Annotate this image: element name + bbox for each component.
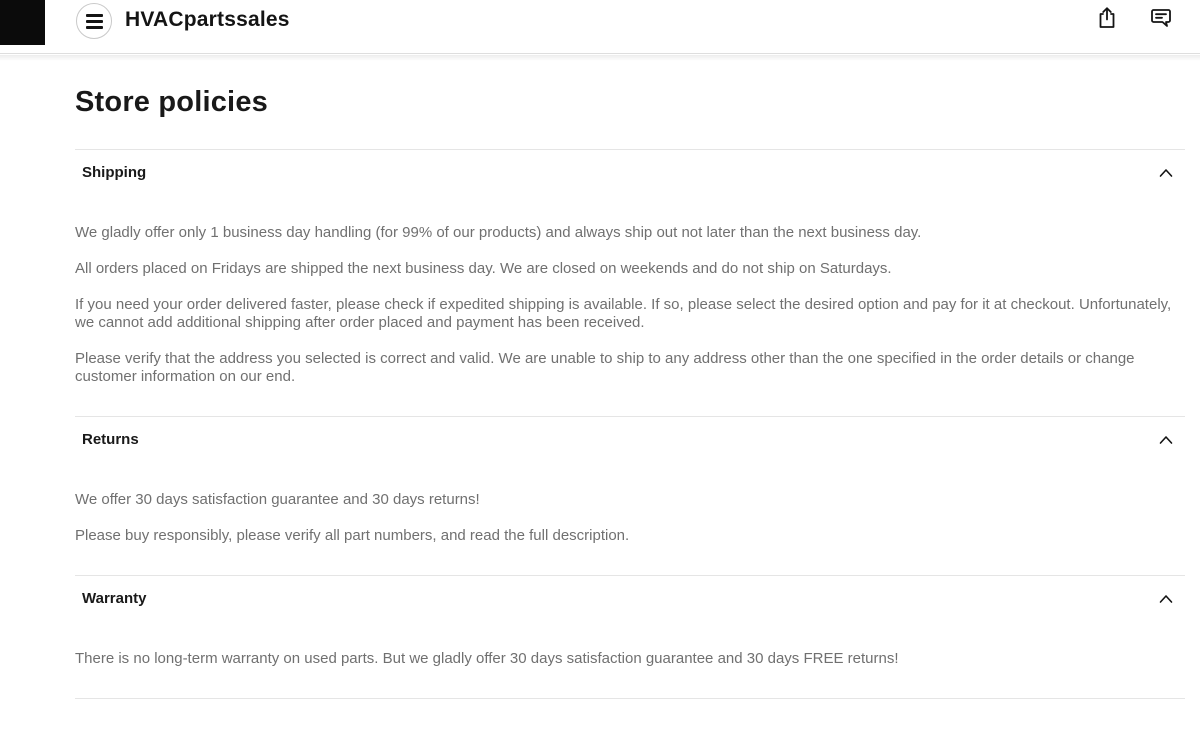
header-shadow — [0, 55, 1200, 61]
policy-paragraph: There is no long-term warranty on used parts. But we gladly offer 30 days satisfaction guarantee and 30 days FREE returns! — [75, 650, 899, 667]
section-returns — [75, 416, 1185, 575]
store-name-link[interactable]: HVACpartssales — [125, 8, 290, 31]
hamburger-menu-button[interactable] — [76, 3, 112, 39]
policy-paragraph: If you need your order delivered faster, please check if expedited shipping is available. If so, please select the desired option and pay for it at checkout. Unfortunately, we cannot add additional shipping after order placed and payment has been received. — [75, 296, 1172, 331]
policy-paragraph: We gladly offer only 1 business day handling (for 99% of our products) and always ship out not later than the next business day. — [75, 224, 922, 241]
section-title: Returns — [82, 431, 139, 448]
corner-black-block — [0, 0, 45, 45]
section-shipping-toggle[interactable] — [75, 150, 1185, 196]
section-returns-content — [75, 463, 1185, 575]
section-title: Warranty — [82, 590, 147, 607]
section-title: Shipping — [82, 164, 147, 181]
policy-paragraph: Please buy responsibly, please verify all part numbers, and read the full description. — [75, 527, 630, 544]
chevron-up-icon — [1157, 592, 1175, 606]
policy-paragraph: Please verify that the address you selected is correct and valid. We are unable to ship to any address other than the one specified in the order details or change customer information on our end. — [75, 350, 1135, 385]
hamburger-icon — [86, 14, 103, 17]
chevron-up-icon — [1157, 433, 1175, 447]
section-returns-toggle[interactable] — [75, 417, 1185, 463]
section-shipping — [75, 149, 1185, 416]
chevron-up-icon — [1157, 166, 1175, 180]
section-warranty-toggle[interactable] — [75, 576, 1185, 622]
policy-paragraph: We offer 30 days satisfaction guarantee and 30 days returns! — [75, 491, 480, 508]
store-policies-page — [75, 86, 1185, 699]
policy-accordion — [75, 149, 1185, 699]
share-button[interactable] — [1094, 5, 1120, 31]
section-warranty-content — [75, 622, 1185, 698]
share-icon — [1096, 6, 1118, 30]
chat-icon — [1149, 6, 1173, 30]
chat-button[interactable] — [1148, 5, 1174, 31]
policy-paragraph: All orders placed on Fridays are shipped the next business day. We are closed on weekends and do not ship on Saturdays. — [75, 260, 892, 277]
store-header — [0, 0, 1200, 54]
page-title: Store policies — [75, 86, 268, 118]
section-warranty — [75, 575, 1185, 698]
section-shipping-content — [75, 196, 1185, 416]
header-actions — [1094, 5, 1174, 31]
